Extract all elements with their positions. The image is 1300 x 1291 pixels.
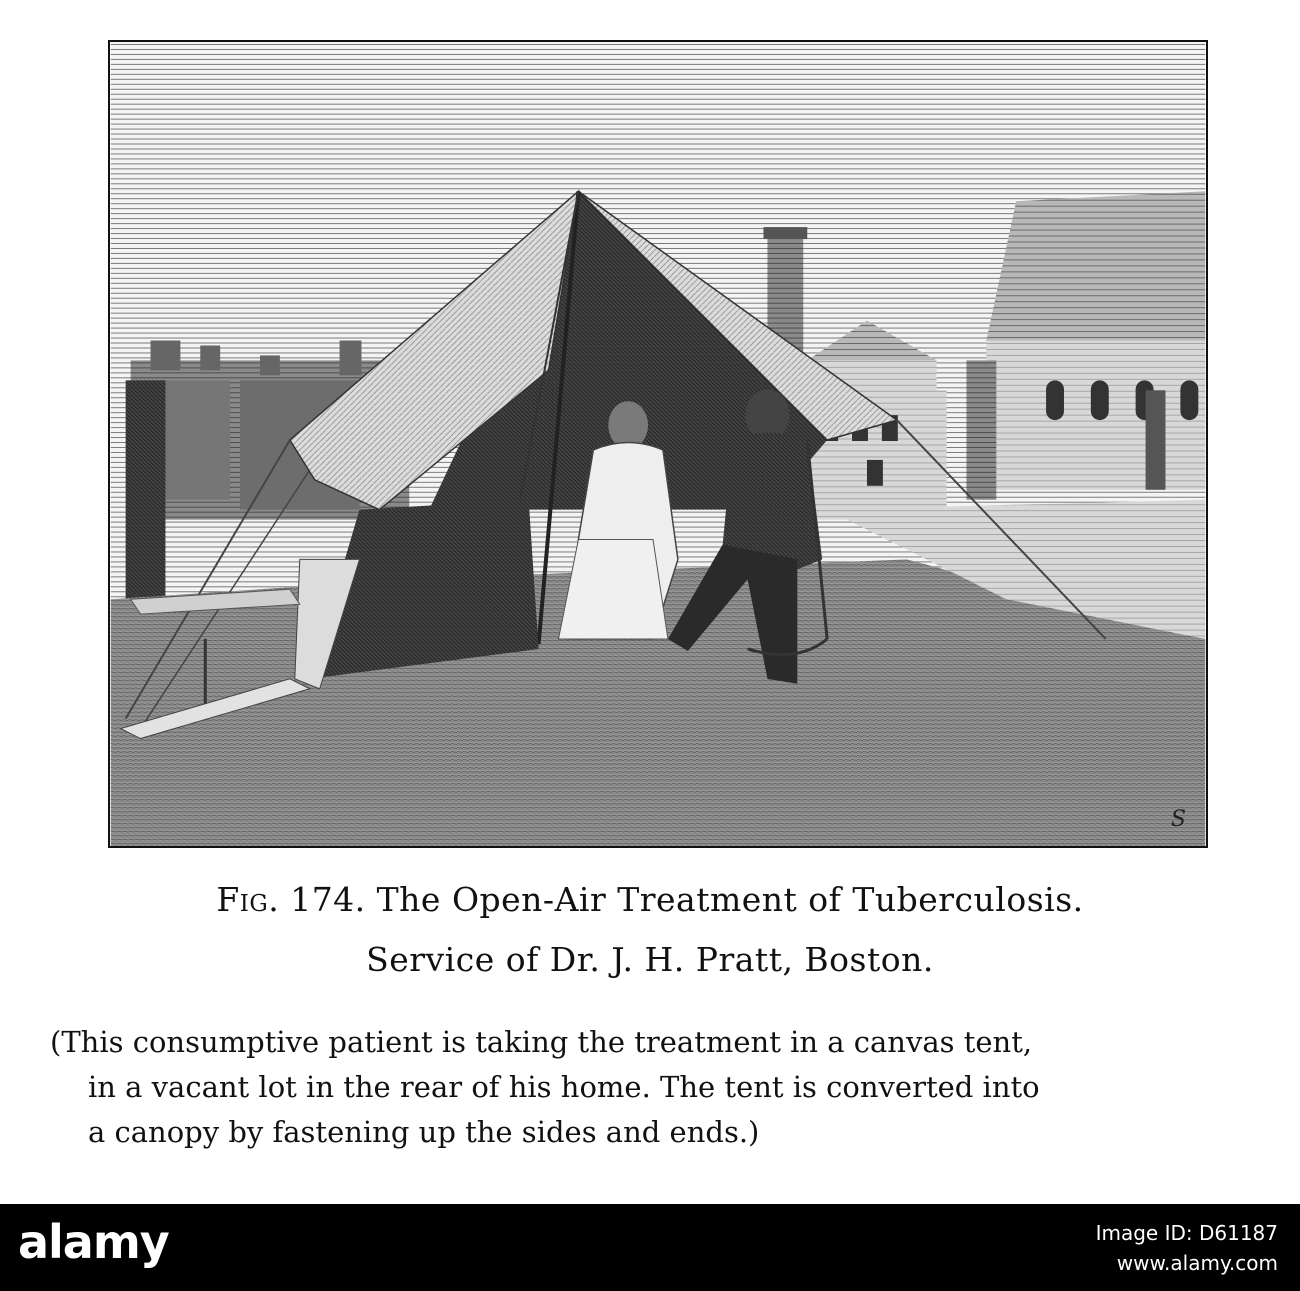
stock-site: www.alamy.com (1116, 1251, 1278, 1275)
note-line-2: in a vacant lot in the rear of his home. The tent is converted into (88, 1070, 1040, 1104)
figure-caption-title (0, 880, 1300, 919)
note-line-3: a canopy by fastening up the sides and ends.) (88, 1115, 760, 1149)
figure-caption-subtitle: Service of Dr. J. H. Pratt, Boston. (366, 940, 934, 979)
note-line-1: (This consumptive patient is taking the treatment in a canvas tent, (50, 1025, 1033, 1059)
stock-watermark-banner (0, 1204, 1300, 1291)
stock-image-id: Image ID: D61187 (1095, 1221, 1278, 1245)
figure-note (50, 1020, 1290, 1155)
figure-number: Fig. 174. (216, 880, 366, 919)
stock-brand-logo: alamy (18, 1215, 169, 1269)
engraving-illustration (108, 40, 1208, 848)
stock-meta (1096, 1218, 1278, 1278)
tent-scene-drawing (110, 42, 1206, 846)
artist-mark: S (1170, 807, 1186, 832)
figure-title: The Open-Air Treatment of Tuberculosis. (376, 880, 1084, 919)
